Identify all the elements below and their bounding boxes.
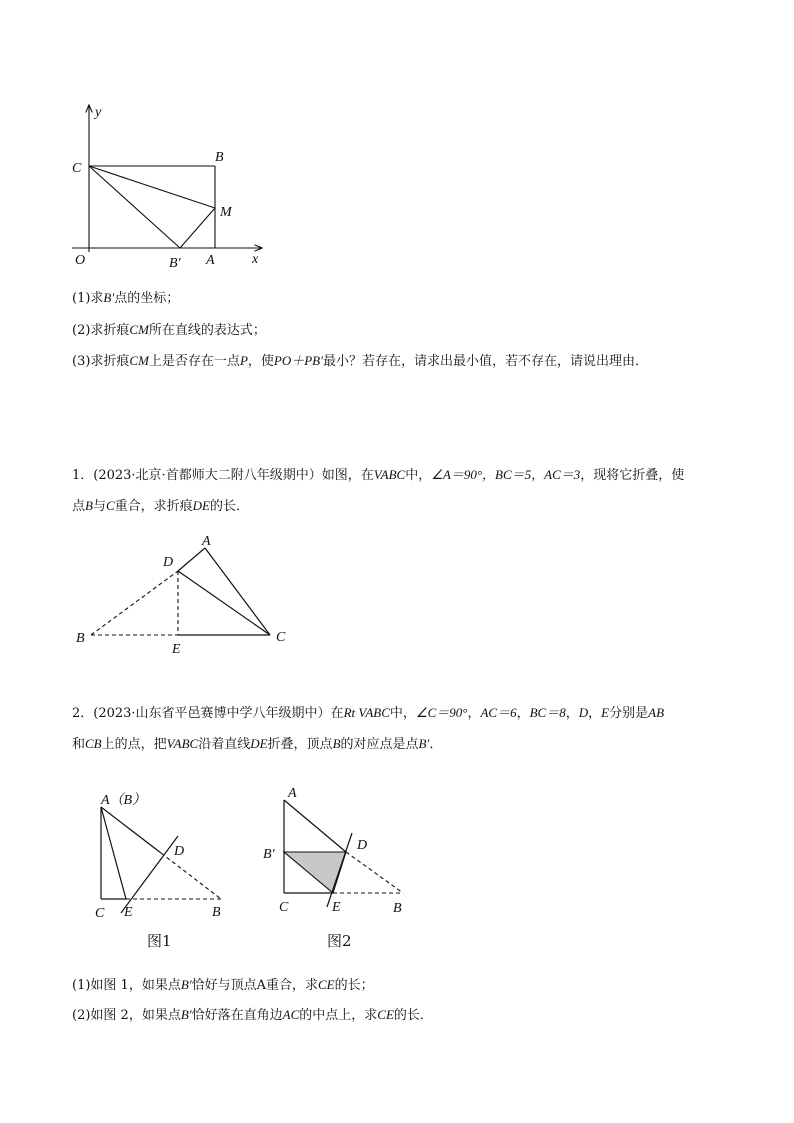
segment-AD xyxy=(284,800,346,852)
problem-1-line-2: 点B与C重合，求折痕DE的长． xyxy=(72,498,250,514)
dashed-DB xyxy=(346,852,403,893)
problem-2-question-2: (2)如图 2，如果点B′恰好落在直角边AC的中点上，求CE的长． xyxy=(72,1007,433,1023)
label-B-prime: B′ xyxy=(169,256,181,271)
label-B-prime: B′ xyxy=(263,847,275,862)
label-E: E xyxy=(124,905,133,920)
label-A-B: A（B） xyxy=(101,793,147,808)
label-C: C xyxy=(279,900,289,915)
label-E: E xyxy=(172,642,181,657)
label-B: B xyxy=(393,901,402,916)
label-x: x xyxy=(252,252,259,267)
label-D: D xyxy=(163,555,174,570)
label-O: O xyxy=(75,253,86,268)
caption-figure-1: 图1 xyxy=(147,932,172,950)
prev-question-2: (2)求折痕CM所在直线的表达式； xyxy=(72,322,266,338)
label-B: B xyxy=(212,905,221,920)
label-E: E xyxy=(332,900,341,915)
label-A: A xyxy=(206,253,215,268)
label-B: B xyxy=(215,150,224,165)
label-M: M xyxy=(220,205,232,220)
label-y: y xyxy=(95,105,102,120)
label-C: C xyxy=(276,630,286,645)
problem-2-line-2: 和CB上的点，把VABC沿着直线DE折叠，顶点B的对应点是点B′． xyxy=(72,736,443,752)
label-C: C xyxy=(72,161,82,176)
shaded-triangle xyxy=(284,852,346,893)
problem-2-line-1: 2．(2023·山东省平邑赛博中学八年级期中）在Rt VABC中，∠C＝90°，AC＝6，BC＝8，D，E分别是AB xyxy=(72,705,665,721)
label-A: A xyxy=(288,786,297,801)
label-D: D xyxy=(174,844,185,859)
caption-figure-2: 图2 xyxy=(327,932,352,950)
label-B: B xyxy=(76,631,85,646)
problem-2-question-1: (1)如图 1，如果点B′恰好与顶点A重合，求CE的长； xyxy=(72,977,374,993)
label-D: D xyxy=(357,838,368,853)
label-A: A xyxy=(202,534,211,549)
prev-question-1: (1)求B′点的坐标； xyxy=(72,290,180,306)
label-C: C xyxy=(95,906,105,921)
problem-1-line-1: 1．(2023·北京·首都师大二附八年级期中）如图，在VABC中，∠A＝90°，BC＝5，AC＝3，现将它折叠，使 xyxy=(72,467,685,483)
prev-question-3: (3)求折痕CM上是否存在一点P，使PO＋PB′最小？若存在，请求出最小值，若不存在，请说出理由． xyxy=(72,353,648,369)
